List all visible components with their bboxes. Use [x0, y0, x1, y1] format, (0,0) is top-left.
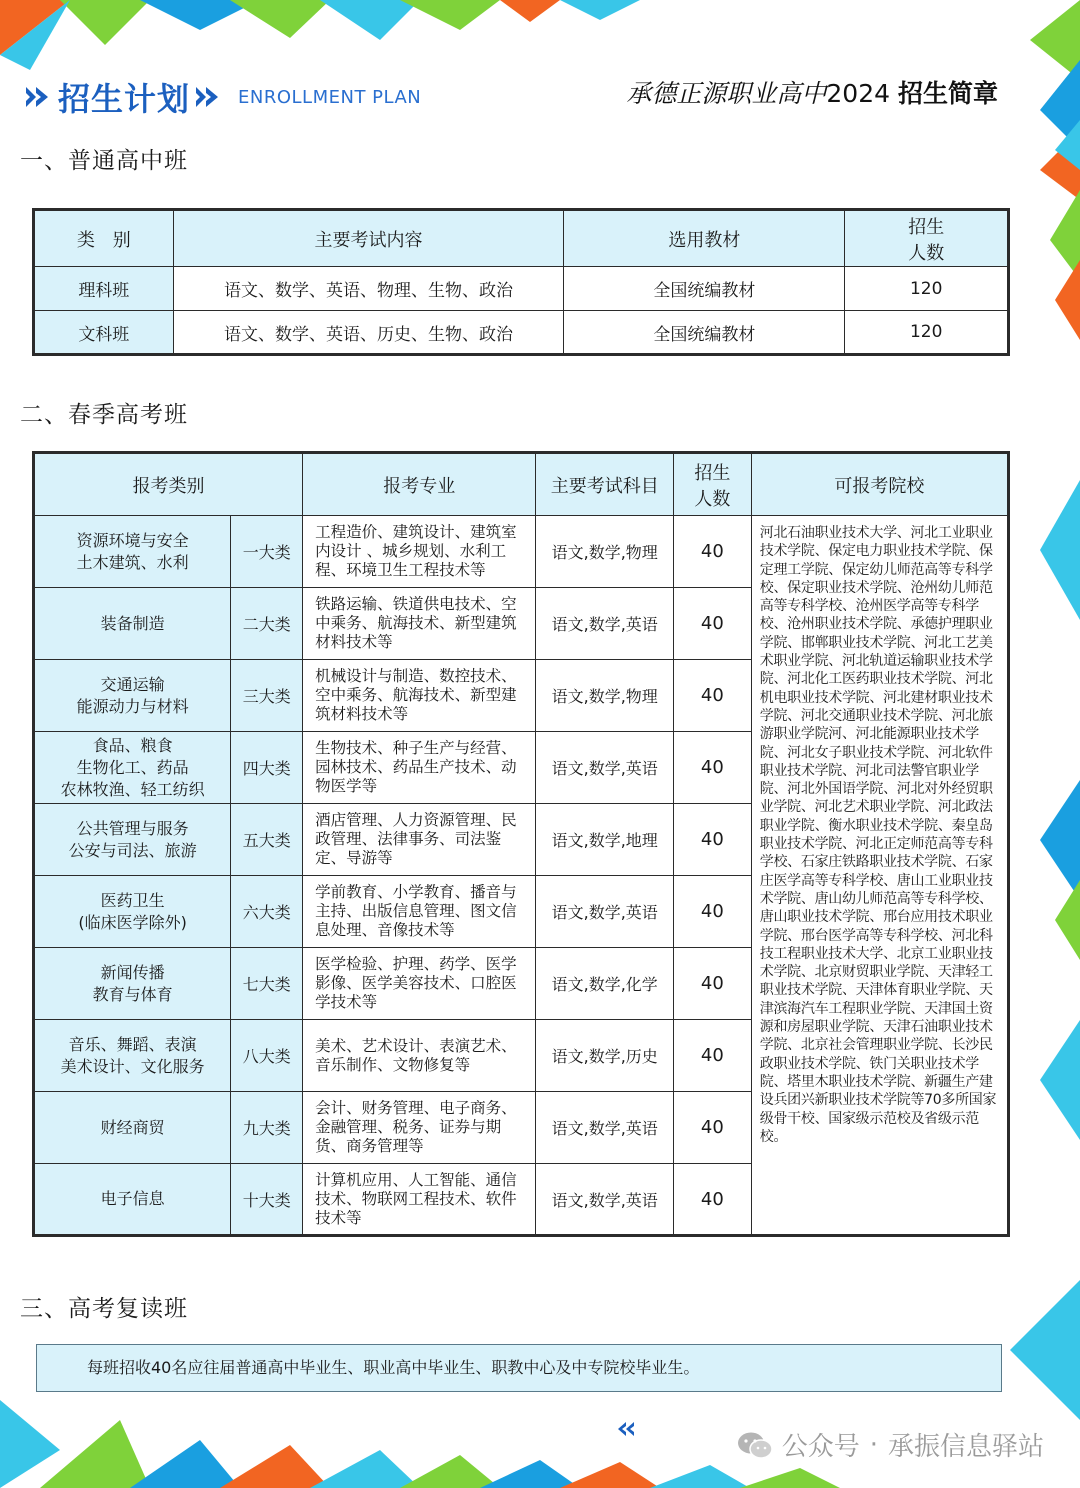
row-count: 120 — [845, 267, 1009, 311]
header-schools: 可报考院校 — [751, 453, 1008, 516]
row-class-label: 九大类 — [231, 1092, 303, 1164]
section-heading-english: ENROLLMENT PLAN — [238, 86, 422, 108]
row-subjects: 语文,数学,历史 — [536, 1020, 674, 1092]
row-count: 40 — [673, 660, 751, 732]
row-category: 文科班 — [34, 311, 174, 355]
spring-exam-table — [32, 451, 1010, 1237]
table-row — [34, 516, 1009, 588]
page-header-left — [24, 74, 421, 120]
row-subjects: 语文,数学,英语 — [536, 1164, 674, 1236]
row-count: 40 — [673, 732, 751, 804]
row-majors: 会计、财务管理、电子商务、金融管理、税务、证券与期货、商务管理等 — [303, 1092, 536, 1164]
repeat-class-note: 每班招收40名应往届普通高中毕业生、职业高中毕业生、职教中心及中专院校毕业生。 — [36, 1344, 1002, 1392]
table-header-row — [34, 210, 1009, 267]
row-count: 40 — [673, 1164, 751, 1236]
row-subjects: 语文,数学,英语 — [536, 1092, 674, 1164]
school-name: 承德正源职业高中 — [626, 79, 827, 108]
row-majors: 生物技术、种子生产与经营、园林技术、药品生产技术、动物医学等 — [303, 732, 536, 804]
table-header-row — [34, 453, 1009, 516]
row-majors: 医学检验、护理、药学、医学影像、医学美容技术、口腔医学技术等 — [303, 948, 536, 1020]
row-subjects: 语文,数学,英语 — [536, 732, 674, 804]
row-subjects: 语文,数学,英语 — [536, 588, 674, 660]
header-category: 报考类别 — [34, 453, 303, 516]
row-class-label: 三大类 — [231, 660, 303, 732]
row-category-name: 财经商贸 — [34, 1092, 231, 1164]
row-subjects: 语文,数学,物理 — [536, 660, 674, 732]
row-subjects: 语文,数学,地理 — [536, 804, 674, 876]
row-count: 40 — [673, 516, 751, 588]
section-title-2: 二、春季高考班 — [20, 402, 188, 428]
double-chevron-right-icon — [24, 84, 56, 110]
eligible-schools: 河北石油职业技术大学、河北工业职业技术学院、保定电力职业技术学院、保定理工学院、保定幼儿师范高等专科学校、保定职业技术学院、沧州幼儿师范高等专科学校、沧州医学高等专科学校、沧州职业技术学院、承德护理职业学院、邯郸职业技术学院、河北工艺美术职业学院、河北轨道运输职业技术学院、河北化工医药职业技术学院、河北机电职业技术学院、河北建材职业技术学院、河北交通职业技术学院、河北旅游职业学院河、河北能源职业技术学院、河北女子职业技术学院、河北软件职业技术学院、河北司法警官职业学院、河北外国语学院、河北对外经贸职业学院、河北艺术职业学院、河北政法职业学院、衡水职业技术学院、秦皇岛职业技术学院、河北正定师范高等专科学校、石家庄铁路职业技术学院、石家庄医学高等专科学校、唐山工业职业技术学院、唐山幼儿师范高等专科学校、唐山职业技术学院、邢台应用技术职业学院、邢台医学高等专科学校、河北科技工程职业技术大学、北京工业职业技术学院、北京财贸职业学院、天津轻工职业技术学院、天津体育职业学院、天津滨海汽车工程职业学院、天津国土资源和房屋职业学院、天津石油职业技术学院、北京社会管理职业学院、长沙民政职业技术学院、铁门关职业技术学院、塔里木职业技术学院、新疆生产建设兵团兴新职业技术学院等70多所国家级骨干校、国家级示范校及省级示范校。 — [751, 516, 1008, 1236]
row-category-name: 食品、粮食 生物化工、药品 农林牧渔、轻工纺织 — [34, 732, 231, 804]
table-row — [34, 267, 1009, 311]
header-category: 类 别 — [34, 210, 174, 267]
document-title — [626, 74, 998, 110]
row-majors: 工程造价、建筑设计、建筑室内设计 、城乡规划、水利工程、环境卫生工程技术等 — [303, 516, 536, 588]
regular-high-school-table — [32, 208, 1010, 356]
row-category: 理科班 — [34, 267, 174, 311]
row-category-name: 资源环境与安全 土木建筑、水利 — [34, 516, 231, 588]
header-count: 招生 人数 — [673, 453, 751, 516]
row-subjects: 语文,数学,物理 — [536, 516, 674, 588]
row-content: 语文、数学、英语、历史、生物、政治 — [173, 311, 564, 355]
row-count: 40 — [673, 588, 751, 660]
row-category-name: 装备制造 — [34, 588, 231, 660]
footer-label: 公众号 — [781, 1432, 860, 1462]
row-count: 40 — [673, 1092, 751, 1164]
row-class-label: 二大类 — [231, 588, 303, 660]
row-majors: 计算机应用、人工智能、通信技术、物联网工程技术、软件技术等 — [303, 1164, 536, 1236]
row-subjects: 语文,数学,化学 — [536, 948, 674, 1020]
header-major: 报考专业 — [303, 453, 536, 516]
double-chevron-left-icon — [616, 1420, 636, 1438]
row-category-name: 医药卫生 (临床医学除外) — [34, 876, 231, 948]
row-majors: 美术、艺术设计、表演艺术、音乐制作、文物修复等 — [303, 1020, 536, 1092]
section-heading-title: 招生计划 — [58, 80, 191, 118]
row-majors: 铁路运输、铁道供电技术、空中乘务、航海技术、新型建筑材料技术等 — [303, 588, 536, 660]
row-class-label: 六大类 — [231, 876, 303, 948]
row-content: 语文、数学、英语、物理、生物、政治 — [173, 267, 564, 311]
year: 2024 — [826, 79, 891, 108]
row-count: 40 — [673, 1020, 751, 1092]
footer-account: 承振信息驿站 — [887, 1432, 1044, 1462]
row-majors: 酒店管理、人力资源管理、民政管理、法律事务、司法鉴定、导游等 — [303, 804, 536, 876]
row-category-name: 公共管理与服务 公安与司法、旅游 — [34, 804, 231, 876]
footer-separator: · — [869, 1429, 878, 1460]
row-category-name: 交通运输 能源动力与材料 — [34, 660, 231, 732]
row-class-label: 七大类 — [231, 948, 303, 1020]
row-count: 40 — [673, 876, 751, 948]
header-content: 主要考试内容 — [173, 210, 564, 267]
row-category-name: 电子信息 — [34, 1164, 231, 1236]
section-title-1: 一、普通高中班 — [20, 148, 188, 174]
row-count: 40 — [673, 948, 751, 1020]
row-majors: 学前教育、小学教育、播音与主持、出版信息管理、图文信息处理、音像技术等 — [303, 876, 536, 948]
row-subjects: 语文,数学,英语 — [536, 876, 674, 948]
wechat-icon — [736, 1430, 774, 1460]
doc-name: 招生简章 — [897, 79, 998, 108]
row-class-label: 八大类 — [231, 1020, 303, 1092]
row-class-label: 十大类 — [231, 1164, 303, 1236]
row-class-label: 四大类 — [231, 732, 303, 804]
row-category-name: 新闻传播 教育与体育 — [34, 948, 231, 1020]
row-count: 40 — [673, 804, 751, 876]
row-textbook: 全国统编教材 — [564, 267, 845, 311]
header-count: 招生 人数 — [845, 210, 1009, 267]
row-count: 120 — [845, 311, 1009, 355]
table-row — [34, 311, 1009, 355]
row-class-label: 一大类 — [231, 516, 303, 588]
row-category-name: 音乐、舞蹈、表演 美术设计、文化服务 — [34, 1020, 231, 1092]
footer-watermark — [736, 1426, 1044, 1463]
section-title-3: 三、高考复读班 — [20, 1296, 188, 1322]
double-chevron-right-icon — [194, 84, 226, 110]
row-textbook: 全国统编教材 — [564, 311, 845, 355]
header-textbook: 选用教材 — [564, 210, 845, 267]
row-majors: 机械设计与制造、数控技术、空中乘务、航海技术、新型建筑材料技术等 — [303, 660, 536, 732]
row-class-label: 五大类 — [231, 804, 303, 876]
header-subjects: 主要考试科目 — [536, 453, 674, 516]
